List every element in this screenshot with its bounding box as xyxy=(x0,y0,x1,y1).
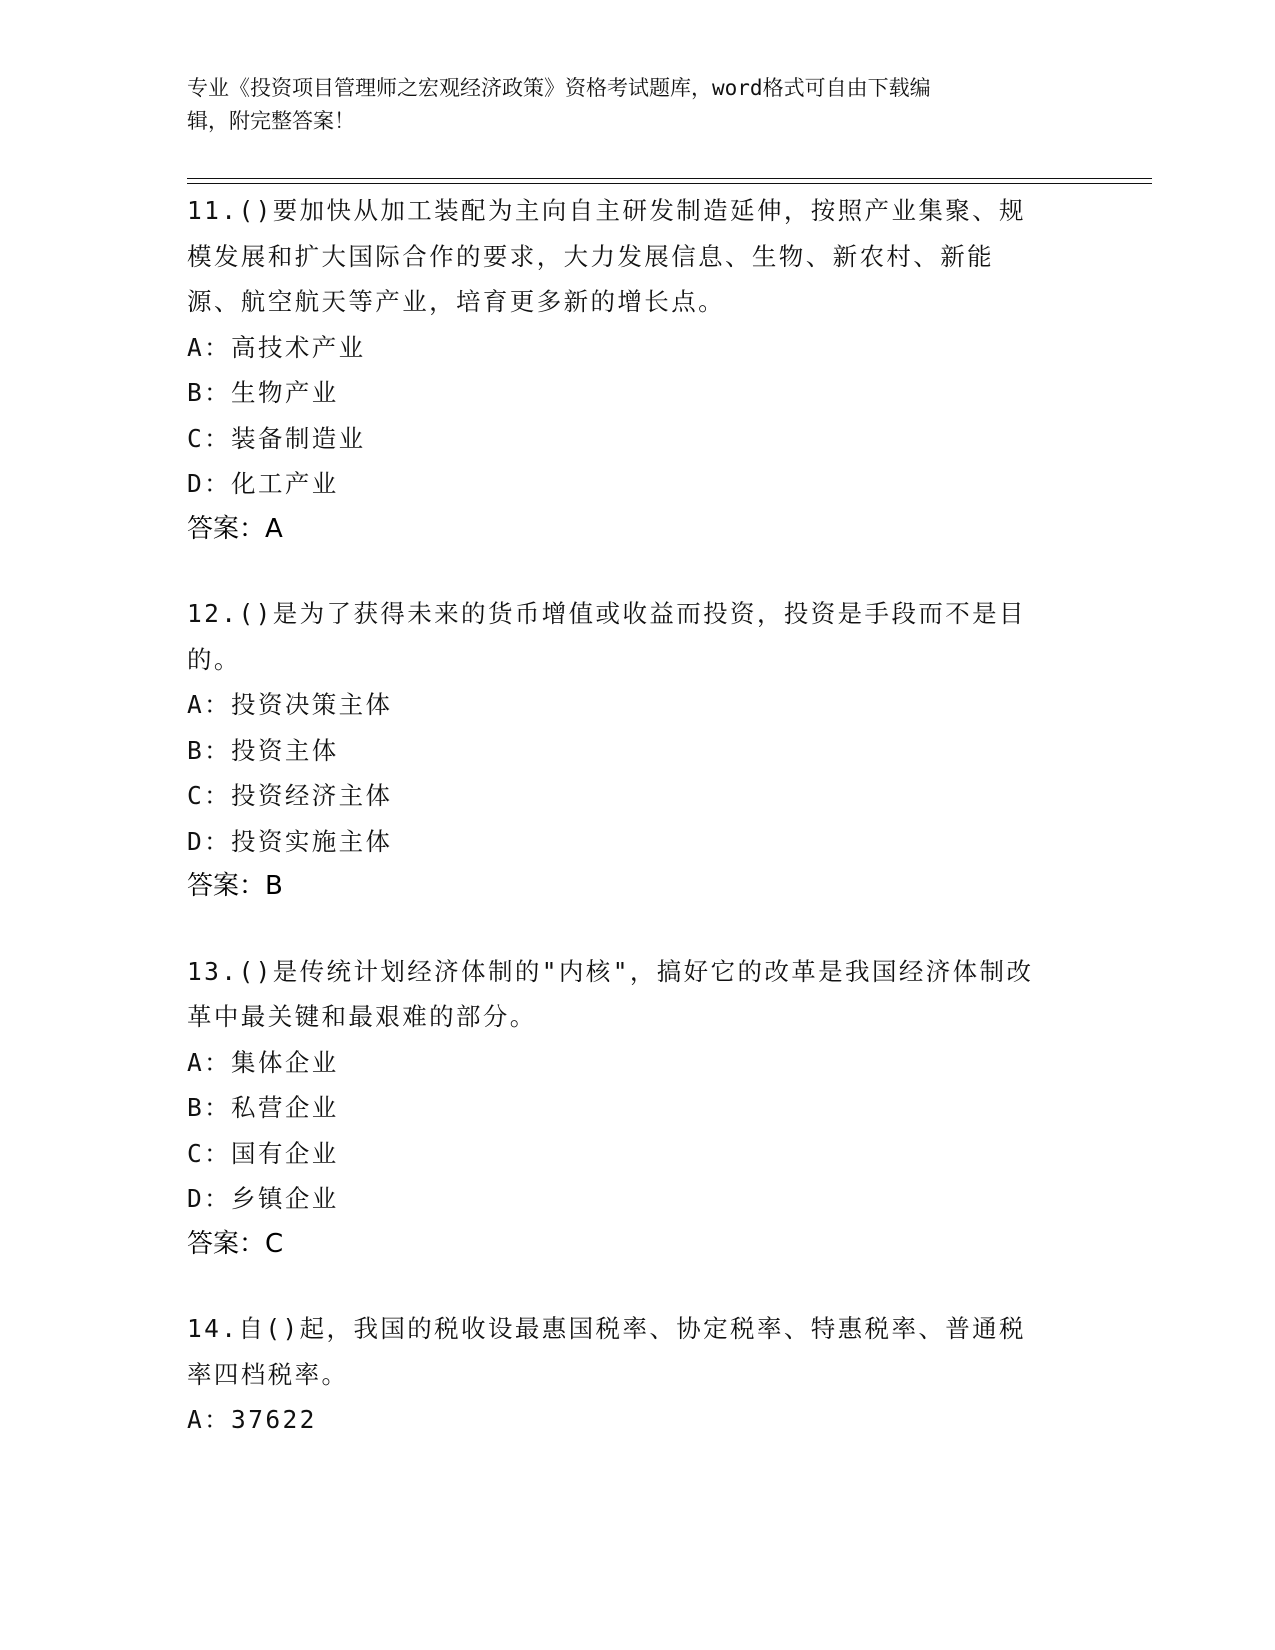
question-stem-line: 12.()是为了获得未来的货币增值或收益而投资，投资是手段而不是目 xyxy=(187,599,1026,628)
option-c: C：国有企业 xyxy=(187,1138,339,1168)
answer-line: 答案：A xyxy=(187,513,283,544)
option-c: C：装备制造业 xyxy=(187,423,366,453)
answer-line: 答案：B xyxy=(187,871,283,901)
document-header xyxy=(187,72,1067,138)
question-12 xyxy=(187,591,1087,910)
question-list xyxy=(187,188,1087,1482)
option-a: A：高技术产业 xyxy=(187,332,366,362)
option-c: C：投资经济主体 xyxy=(187,781,393,810)
option-d: D：乡镇企业 xyxy=(187,1184,339,1213)
option-a: A：集体企业 xyxy=(187,1047,339,1077)
header-divider-top xyxy=(187,178,1152,179)
header-divider-bottom xyxy=(187,183,1152,184)
option-b: B：投资主体 xyxy=(187,735,339,765)
question-11 xyxy=(187,188,1087,552)
question-stem-line: 13.()是传统计划经济体制的"内核"，搞好它的改革是我国经济体制改 xyxy=(187,956,1034,986)
question-stem-line: 源、航空航天等产业，培育更多新的增长点。 xyxy=(187,287,725,316)
header-line-1: 专业《投资项目管理师之宏观经济政策》资格考试题库，word格式可自由下载编 xyxy=(187,76,931,100)
option-a: A：投资决策主体 xyxy=(187,690,393,719)
option-b: B：私营企业 xyxy=(187,1093,339,1122)
question-stem-line: 革中最关键和最艰难的部分。 xyxy=(187,1002,537,1031)
option-d: D：投资实施主体 xyxy=(187,826,393,856)
question-stem-line: 率四档税率。 xyxy=(187,1359,349,1389)
header-line-2: 辑，附完整答案！ xyxy=(187,109,355,133)
option-a: A：37622 xyxy=(187,1405,317,1434)
question-stem-line: 的。 xyxy=(187,644,241,674)
question-14 xyxy=(187,1306,1087,1443)
option-b: B：生物产业 xyxy=(187,378,339,407)
question-stem-line: 11.()要加快从加工装配为主向自主研发制造延伸，按照产业集聚、规 xyxy=(187,196,1026,225)
question-stem-line: 模发展和扩大国际合作的要求，大力发展信息、生物、新农村、新能 xyxy=(187,241,994,271)
answer-line: 答案：C xyxy=(187,1228,284,1259)
question-stem-line: 14.自()起，我国的税收设最惠国税率、协定税率、特惠税率、普通税 xyxy=(187,1314,1026,1343)
question-13 xyxy=(187,949,1087,1268)
option-d: D：化工产业 xyxy=(187,469,339,498)
